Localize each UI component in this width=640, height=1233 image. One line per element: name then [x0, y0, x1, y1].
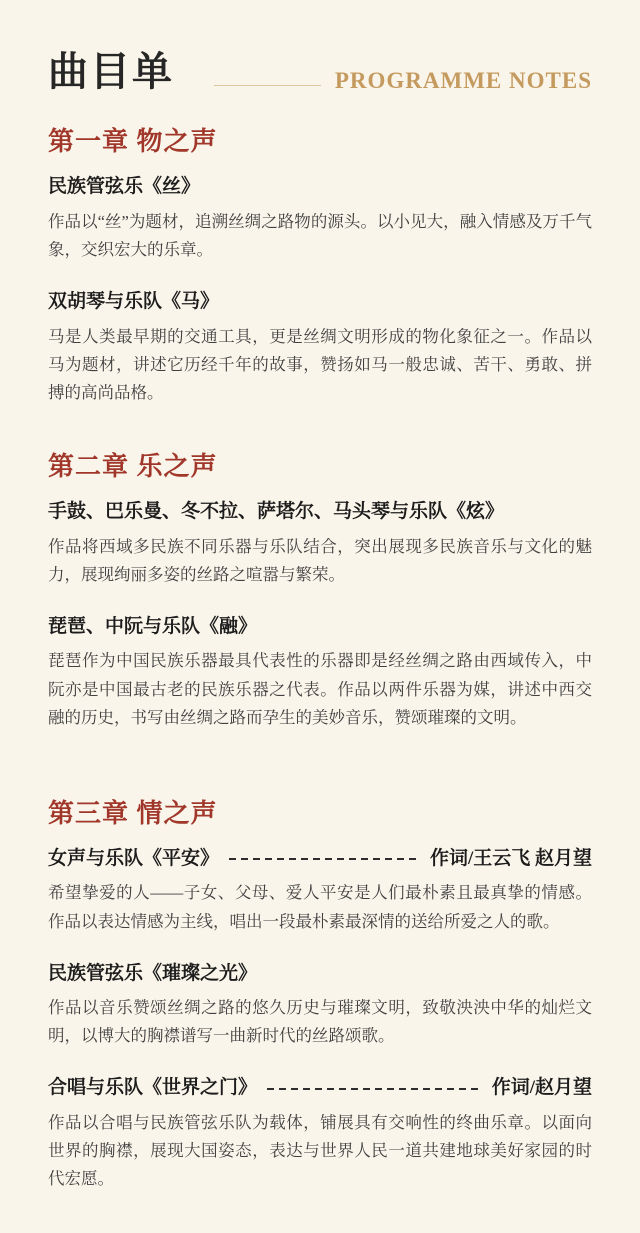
piece-description: 作品以“丝”为题材，追溯丝绸之路物的源头。以小见大，融入情感及万千气象，交织宏大的乐章。 — [48, 211, 592, 259]
piece-title: 合唱与乐队《世界之门》 — [48, 1077, 258, 1099]
piece-title: 琵琶、中阮与乐队《融》 — [48, 615, 258, 637]
page-subtitle: PROGRAMME NOTES — [334, 67, 592, 93]
chapter-heading-1: 第一章 物之声 — [48, 127, 218, 156]
chapter-heading-3: 第三章 情之声 — [48, 798, 218, 828]
piece-credit: 作词/王云飞 赵月望 — [429, 847, 592, 869]
piece-credit: 作词/赵月望 — [491, 1077, 592, 1099]
piece-title: 民族管弦乐《璀璨之光》 — [48, 962, 258, 984]
page-header — [48, 50, 592, 94]
piece-title: 女声与乐队《平安》 — [48, 847, 220, 869]
piece-description: 作品以合唱与民族管弦乐队为载体，铺展具有交响性的终曲乐章。以面向世界的胸襟，展现大国姿态，表达与世界人民一道共建地球美好家园的时代宏愿。 — [48, 1113, 592, 1189]
page-title: 曲目单 — [48, 49, 174, 94]
dash-separator — [267, 1088, 482, 1090]
header-rule — [214, 85, 321, 86]
piece-rong — [48, 615, 592, 732]
piece-title: 民族管弦乐《丝》 — [48, 176, 201, 198]
piece-pingan — [48, 847, 592, 936]
piece-si — [48, 175, 592, 264]
piece-description: 马是人类最早期的交通工具，更是丝绸文明形成的物化象征之一。作品以马为题材，讲述它历经千年的故事，赞扬如马一般忠诚、苦干、勇敢、拼搏的高尚品格。 — [48, 326, 592, 402]
piece-description: 琵琶作为中国民族乐器最具代表性的乐器即是经丝绸之路由西域传入，中阮亦是中国最古老的民族乐器之代表。作品以两件乐器为媒，讲述中西交融的历史，书写由丝绸之路而孕生的美妙音乐，赞颂璀璨的文明。 — [48, 651, 592, 727]
piece-title: 手鼓、巴乐曼、冬不拉、萨塔尔、马头琴与乐队《炫》 — [48, 500, 505, 522]
piece-title: 双胡琴与乐队《马》 — [48, 290, 220, 312]
chapter-heading-2: 第二章 乐之声 — [48, 451, 218, 481]
piece-xuan — [48, 500, 592, 589]
piece-description: 作品将西域多民族不同乐器与乐队结合，突出展现多民族音乐与文化的魅力，展现绚丽多姿的丝路之喧嚣与繁荣。 — [48, 536, 592, 584]
piece-title-row — [48, 847, 592, 872]
piece-ma — [48, 290, 592, 407]
piece-title-row — [48, 962, 592, 987]
piece-description: 希望挚爱的人——子女、父母、爱人平安是人们最朴素且最真挚的情感。作品以表达情感为主线，唱出一段最朴素最深情的送给所爱之人的歌。 — [48, 883, 592, 931]
piece-title-row — [48, 500, 592, 525]
piece-title-row — [48, 290, 592, 315]
dash-separator — [229, 858, 420, 860]
piece-shijie-zhimen — [48, 1076, 592, 1193]
piece-title-row — [48, 1076, 592, 1101]
piece-description: 作品以音乐赞颂丝绸之路的悠久历史与璀璨文明，致敬泱泱中华的灿烂文明，以博大的胸襟谱写一曲新时代的丝路颂歌。 — [48, 998, 592, 1046]
piece-cuican-zhiguang — [48, 962, 592, 1051]
piece-title-row — [48, 175, 592, 200]
piece-title-row — [48, 615, 592, 640]
